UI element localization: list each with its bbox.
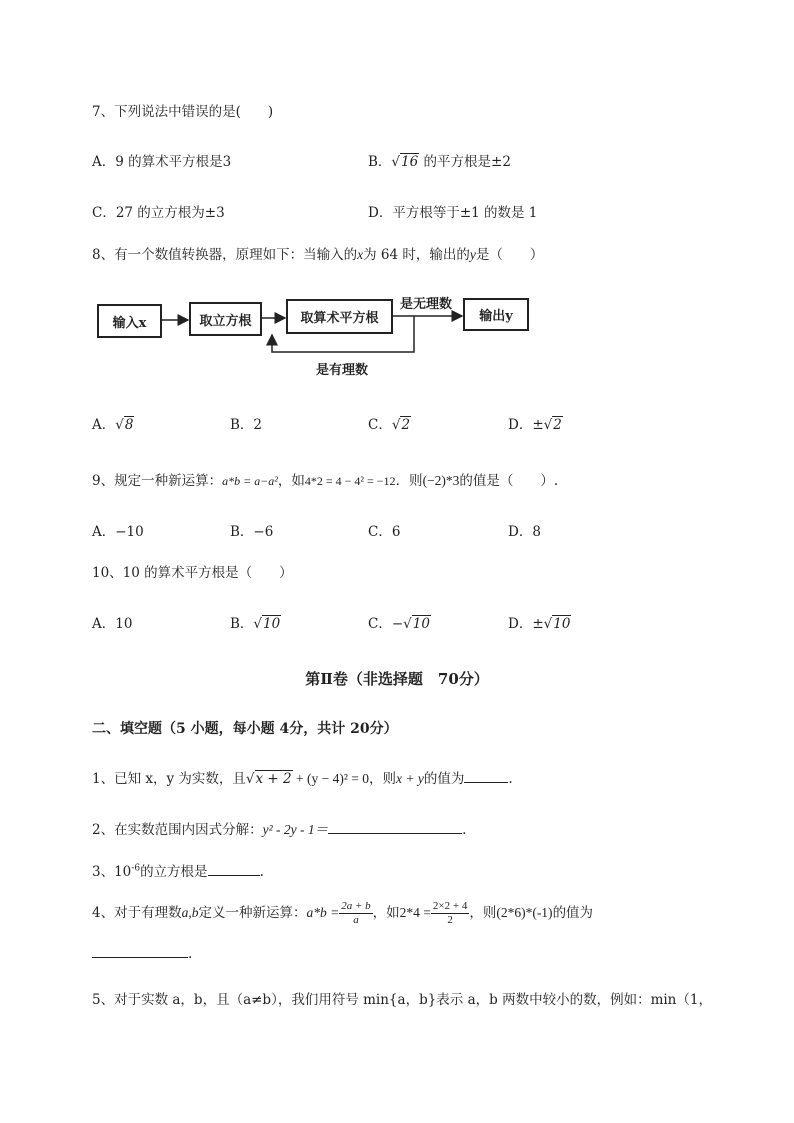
q8-stem-post: 是（ ） [475,247,544,263]
fill-question-1 [92,767,513,787]
q9-option-d: D．8 [508,524,541,540]
q9-expr: (−2)*3 [422,473,460,488]
box-input-x: 输入x [97,304,162,338]
question-9-stem [92,469,558,489]
f4-expr: (2*6)*(-1) [496,905,553,920]
fill-question-3 [92,860,264,880]
q7-option-b-sqrt: √16 [391,154,419,170]
q10-option-b-radicand: 10 [263,616,281,632]
q9-rule: a*b = a−a² [222,474,278,488]
f4-answer-blank[interactable] [92,957,188,958]
q8-var-y: y [469,247,476,262]
q8-option-c [368,413,411,433]
f1-answer-blank[interactable] [464,782,508,783]
q10-option-b [230,612,281,632]
q9-example: 4*2 = 4 − 4² = −12 [304,474,396,488]
q8-option-a-radicand: 8 [124,417,134,433]
q7-option-b-radicand: 16 [401,154,419,170]
q8-option-b: B．2 [230,417,263,433]
q7-option-d: D．平方根等于±1 的数是 1 [368,205,538,221]
q7-option-b [368,150,511,170]
f4-pre: 4、对于有理数 [92,905,182,921]
q10-option-c-radicand: 10 [412,616,430,632]
q8-option-d [508,413,563,433]
q10-option-d-label: D．± [508,616,544,632]
q9-option-b: B．−6 [230,524,274,540]
f3-post: 的立方根是 [140,864,208,880]
fill-question-5: 5、对于实数 a，b，且（a≠b），我们用符号 min{a，b}表示 a，b 两数中较小的数，例如：min（1， [92,992,712,1008]
q9-option-a: A．−10 [92,524,144,540]
q9-stem-post: 的值是（ ）. [459,473,559,489]
box-cube-root: 取立方根 [189,302,262,336]
q8-stem-pre: 8、有一个数值转换器，原理如下：当输入的 [92,247,358,263]
fill-question-4-answer-line [92,946,192,962]
f4-frac2-num: 2×2 + 4 [432,900,468,912]
f4-frac1-den: a [353,914,359,926]
q10-option-a: A．10 [92,616,133,632]
q8-option-a [92,413,134,433]
q7-option-b-text: 的平方根是±2 [419,154,511,170]
q8-option-c-label: C． [368,417,392,433]
f1-pre: 1、已知 x，y 为实数，且 [92,771,246,787]
q10-option-c [368,612,431,632]
q9-stem-mid2: ．则 [395,473,423,489]
f4-lhs2: 2*4 = [399,905,431,920]
f4-mid2: ，如 [372,905,400,921]
q9-option-c: C．6 [368,524,401,540]
f2-tail: . [462,822,467,838]
q8-option-c-sqrt: √2 [391,417,411,433]
f3-pre: 3、10 [92,864,132,880]
f4-fraction-1 [339,900,372,927]
f3-exponent: -6 [131,863,141,874]
q7-option-a: A．9 的算术平方根是3 [92,154,232,170]
q9-stem-mid: ，如 [277,473,305,489]
label-irrational: 是无理数 [400,297,453,312]
question-10-stem: 10、10 的算术平方根是（ ） [92,565,293,581]
f4-lhs: a*b = [306,905,340,920]
f1-sqrt: √x + 2 [245,771,292,787]
fill-blank-section-title: 二、填空题（5 小题，每小题 4分，共计 20分） [92,721,398,737]
f2-expr: y² - 2y - 1＝ [262,822,329,837]
q10-option-b-sqrt: √10 [253,616,281,632]
fill-question-4 [92,900,593,927]
f1-tail: . [508,771,513,787]
q8-option-d-label: D．± [508,417,544,433]
q7-option-c: C．27 的立方根为±3 [92,205,225,221]
f1-mid: + (y − 4)² = 0 [292,771,370,786]
fill-question-2 [92,818,466,838]
q8-var-x: x [357,247,364,262]
q10-option-d [508,612,571,632]
f4-frac2-den: 2 [447,914,453,926]
label-rational: 是有理数 [316,363,369,378]
f2-answer-blank[interactable] [328,833,462,834]
f1-mid2: ，则 [369,771,397,787]
f4-fraction-2 [431,900,469,927]
f4-frac1-num: 2a + b [341,900,371,912]
f1-expr: x + y [396,771,424,786]
q8-option-a-sqrt: √8 [115,417,134,433]
q8-option-d-sqrt: √2 [543,417,562,433]
q9-stem-pre: 9、规定一种新运算： [92,473,223,489]
q10-option-d-sqrt: √10 [543,616,571,632]
f4-mid3: ，则 [469,905,497,921]
q8-option-a-label: A． [92,417,116,433]
f4-mid: 定义一种新运算： [198,905,307,921]
f1-radicand: x + 2 [255,771,292,787]
q8-option-d-radicand: 2 [553,417,562,433]
f3-tail: . [259,864,264,880]
f4-vars: a,b [181,905,199,920]
q10-option-c-sqrt: √10 [403,616,430,632]
q10-option-b-label: B． [230,616,254,632]
q10-option-c-label: C．− [368,616,404,632]
q7-option-b-label: B． [368,154,392,170]
f3-answer-blank[interactable] [208,875,260,876]
q10-option-d-radicand: 10 [553,616,571,632]
part-2-title: 第Ⅱ卷（非选择题 70分） [305,670,489,688]
f1-post: 的值为 [423,771,465,787]
f4-tail: . [188,946,193,962]
f2-pre: 2、在实数范围内因式分解： [92,822,263,838]
question-7-stem: 7、下列说法中错误的是( ) [92,104,274,120]
q8-option-c-radicand: 2 [401,417,411,433]
box-output-y: 输出y [463,298,529,331]
q8-stem-mid: 为 64 时，输出的 [363,247,470,263]
question-8-stem [92,243,543,263]
box-square-root: 取算术平方根 [286,299,393,334]
f4-post: 的值为 [552,905,594,921]
